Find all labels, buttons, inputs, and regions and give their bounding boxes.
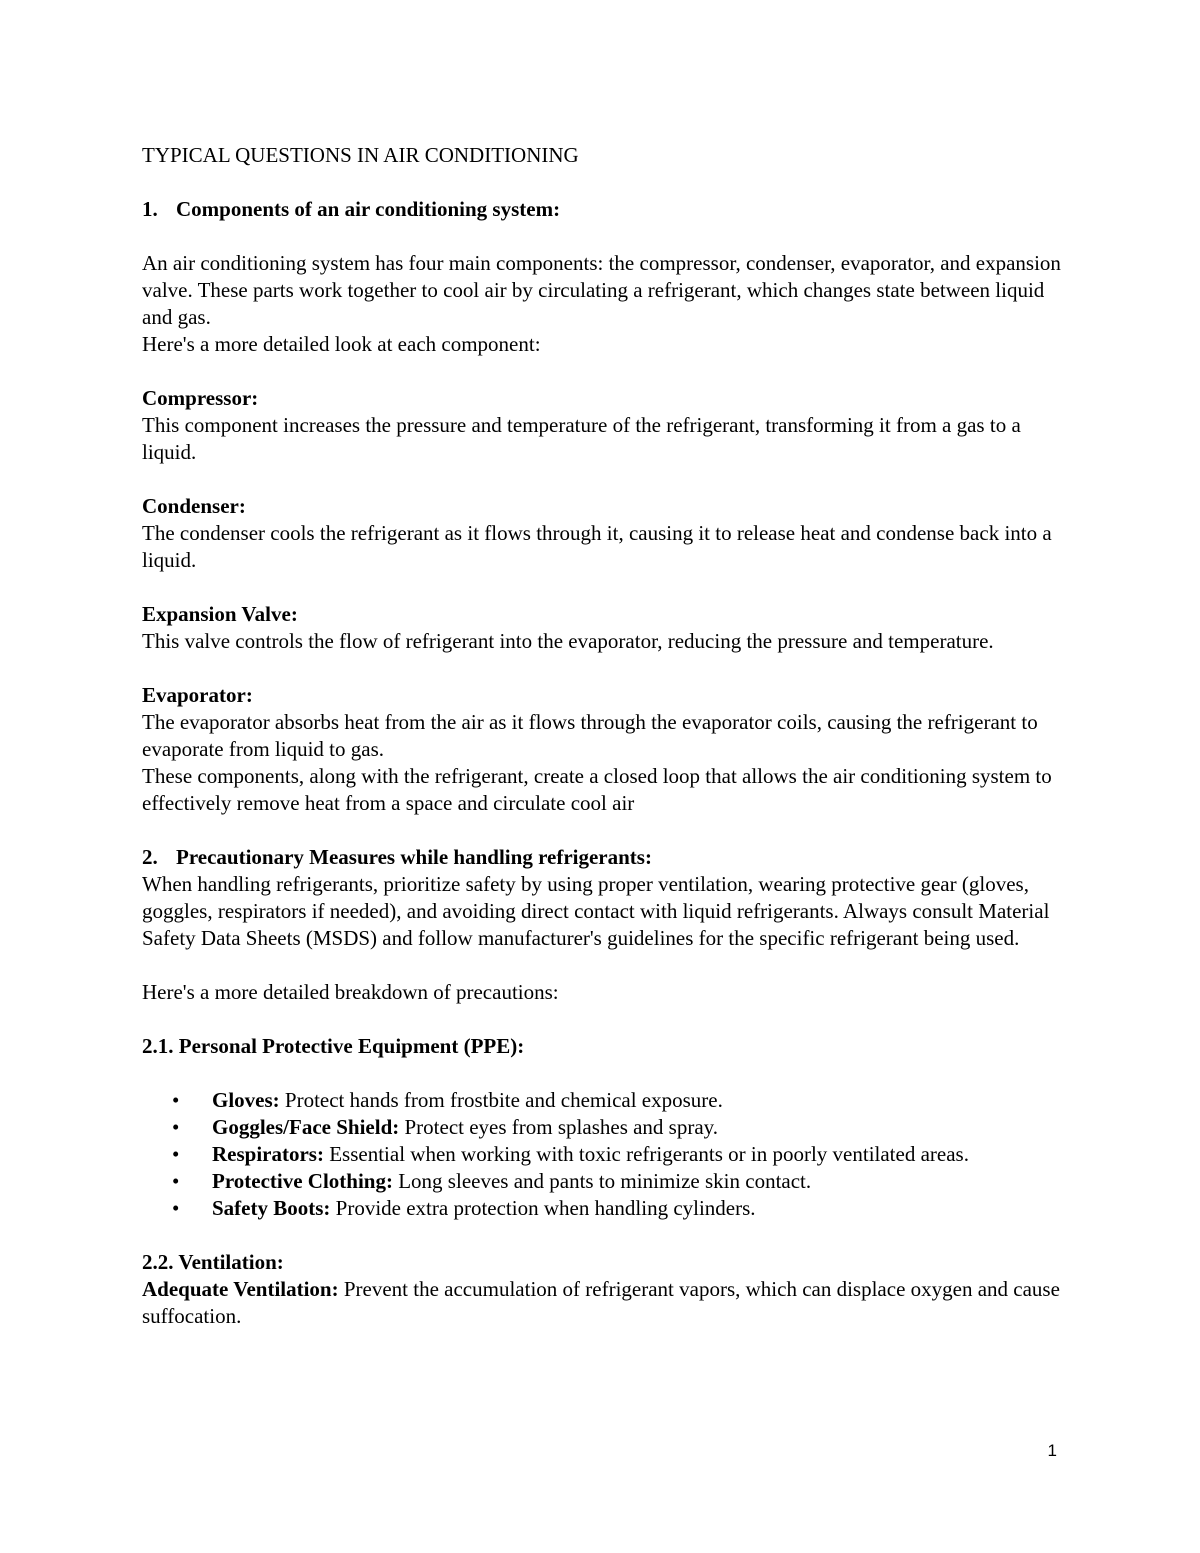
ventilation-label: Adequate Ventilation:	[142, 1277, 339, 1301]
ventilation-text: Prevent the accumulation of refrigerant vapors, which can displace oxygen and cause suffocation.	[142, 1277, 1060, 1328]
bullet-icon: •	[172, 1142, 180, 1166]
component-text: This valve controls the flow of refrigerant into the evaporator, reducing the pressure and temperature.	[142, 629, 994, 653]
document-title: TYPICAL QUESTIONS IN AIR CONDITIONING	[142, 143, 579, 167]
component-text: This component increases the pressure and temperature of the refrigerant, transforming it from a gas to a liquid.	[142, 413, 1021, 464]
section-2-number: 2.	[142, 845, 158, 869]
section-1-number: 1.	[142, 197, 158, 221]
list-item	[142, 1141, 1062, 1168]
component-name: Evaporator:	[142, 683, 253, 707]
list-item-text: Protect hands from frostbite and chemical exposure.	[279, 1088, 723, 1112]
list-item-text: Protect eyes from splashes and spray.	[399, 1115, 719, 1139]
bullet-icon: •	[172, 1115, 180, 1139]
list-item-label: Goggles/Face Shield:	[212, 1115, 400, 1139]
component-name: Expansion Valve:	[142, 602, 298, 626]
section-2-intro: When handling refrigerants, prioritize safety by using proper ventilation, wearing protective gear (gloves, goggles, respirators if needed), and avoiding direct contact with liquid refrigerants. Always consult Material Safety Data Sheets (MSDS) and follow manufacturer's guidelines for the specific refrigerant being used.	[142, 872, 1050, 950]
section-1-heading-text: Components of an air conditioning system:	[176, 197, 561, 221]
component-name: Compressor:	[142, 386, 259, 410]
component-text: The condenser cools the refrigerant as it flows through it, causing it to release heat and condense back into a liquid.	[142, 521, 1052, 572]
section-2-heading-text: Precautionary Measures while handling refrigerants:	[176, 845, 652, 869]
bullet-icon: •	[172, 1088, 180, 1112]
section-1-heading	[142, 196, 1062, 223]
component-compressor	[142, 385, 1062, 466]
list-item	[142, 1168, 1062, 1195]
component-name: Condenser:	[142, 494, 246, 518]
section-2-heading	[142, 844, 1062, 871]
subsection-2-1-heading-text: 2.1. Personal Protective Equipment (PPE):	[142, 1034, 525, 1058]
bullet-icon: •	[172, 1169, 180, 1193]
subsection-2-2-heading-text: 2.2. Ventilation:	[142, 1250, 284, 1274]
bullet-icon: •	[172, 1196, 180, 1220]
component-evaporator	[142, 682, 1062, 817]
list-item-label: Safety Boots:	[212, 1196, 331, 1220]
component-text: The evaporator absorbs heat from the air as it flows through the evaporator coils, causing the refrigerant to evaporate from liquid to gas.	[142, 710, 1038, 761]
subsection-2-2-heading	[142, 1249, 1062, 1276]
subsection-2-1-heading	[142, 1033, 1062, 1060]
document-page	[142, 142, 1062, 1330]
section-1-closing: These components, along with the refrigerant, create a closed loop that allows the air conditioning system to effectively remove heat from a space and circulate cool air	[142, 764, 1052, 815]
list-item-label: Protective Clothing:	[212, 1169, 393, 1193]
list-item	[142, 1195, 1062, 1222]
list-item-text: Long sleeves and pants to minimize skin contact.	[392, 1169, 812, 1193]
list-item-label: Respirators:	[212, 1142, 324, 1166]
list-item-text: Provide extra protection when handling cylinders.	[330, 1196, 756, 1220]
section-2-intro-2: Here's a more detailed breakdown of precautions:	[142, 980, 559, 1004]
page-number: 1	[1047, 1441, 1057, 1460]
ventilation-paragraph	[142, 1276, 1062, 1330]
list-item-label: Gloves:	[212, 1088, 280, 1112]
component-condenser	[142, 493, 1062, 574]
section-1-intro-2: Here's a more detailed look at each component:	[142, 332, 541, 356]
list-item	[142, 1114, 1062, 1141]
component-expansion-valve	[142, 601, 1062, 655]
ppe-list	[142, 1087, 1062, 1222]
section-1-intro: An air conditioning system has four main components: the compressor, condenser, evaporator, and expansion valve. These parts work together to cool air by circulating a refrigerant, which changes state between liquid and gas.	[142, 251, 1061, 329]
list-item	[142, 1087, 1062, 1114]
list-item-text: Essential when working with toxic refrigerants or in poorly ventilated areas.	[323, 1142, 969, 1166]
